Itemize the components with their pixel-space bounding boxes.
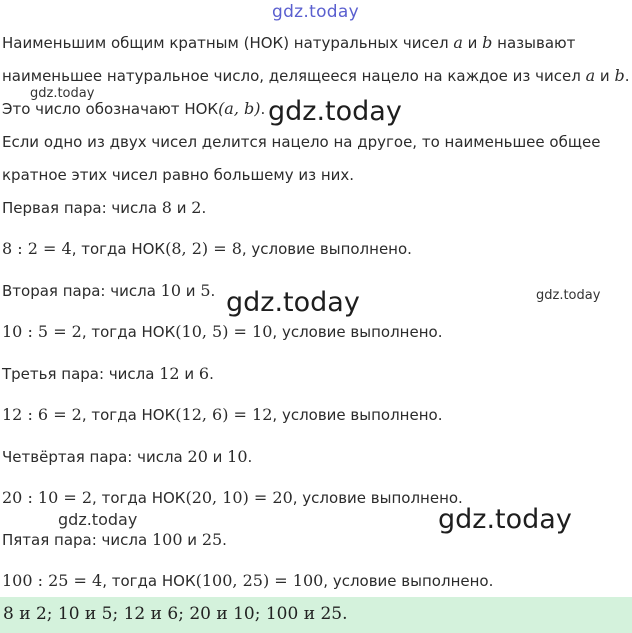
pair-1-label: Первая пара: числа 8 и 2. — [2, 198, 207, 217]
watermark-big-1: gdz.today — [268, 96, 402, 127]
pair-4-calc: 20 : 10 = 2, тогда НОК(20, 10) = 20, условие выполнено. — [2, 488, 463, 507]
watermark-mid-1: gdz.today — [58, 510, 138, 529]
pair-4-label: Четвёртая пара: числа 20 и 10. — [2, 447, 253, 466]
watermark-small-2: gdz.today — [536, 288, 601, 303]
pair-2-calc: 10 : 5 = 2, тогда НОК(10, 5) = 10, условие выполнено. — [2, 322, 443, 341]
pair-3-calc: 12 : 6 = 2, тогда НОК(12, 6) = 12, условие выполнено. — [2, 405, 443, 424]
rule-line-1: Если одно из двух чисел делится нацело на другое, то наименьшее общее — [2, 133, 601, 151]
pair-3-label: Третья пара: числа 12 и 6. — [2, 364, 214, 383]
pair-1-calc: 8 : 2 = 4, тогда НОК(8, 2) = 8, условие выполнено. — [2, 239, 412, 258]
answer-text: 8 и 2; 10 и 5; 12 и 6; 20 и 10; 100 и 25. — [3, 604, 348, 624]
definition-line-2: наименьшее натуральное число, делящееся нацело на каждое из чисел a и b. — [2, 66, 630, 85]
pair-5-calc: 100 : 25 = 4, тогда НОК(100, 25) = 100, условие выполнено. — [2, 571, 494, 590]
watermark-big-3: gdz.today — [438, 504, 572, 535]
definition-line-3: Это число обозначают НОК(a, b). — [2, 99, 266, 118]
definition-line-1: Наименьшим общим кратным (НОК) натуральных чисел a и b называют — [2, 33, 576, 52]
rule-line-2: кратное этих чисел равно большему из них. — [2, 166, 355, 184]
watermark-big-2: gdz.today — [226, 287, 360, 318]
watermark-top: gdz.today — [272, 2, 359, 22]
pair-2-label: Вторая пара: числа 10 и 5. — [2, 281, 216, 300]
watermark-small-1: gdz.today — [30, 86, 95, 101]
pair-5-label: Пятая пара: числа 100 и 25. — [2, 530, 227, 549]
